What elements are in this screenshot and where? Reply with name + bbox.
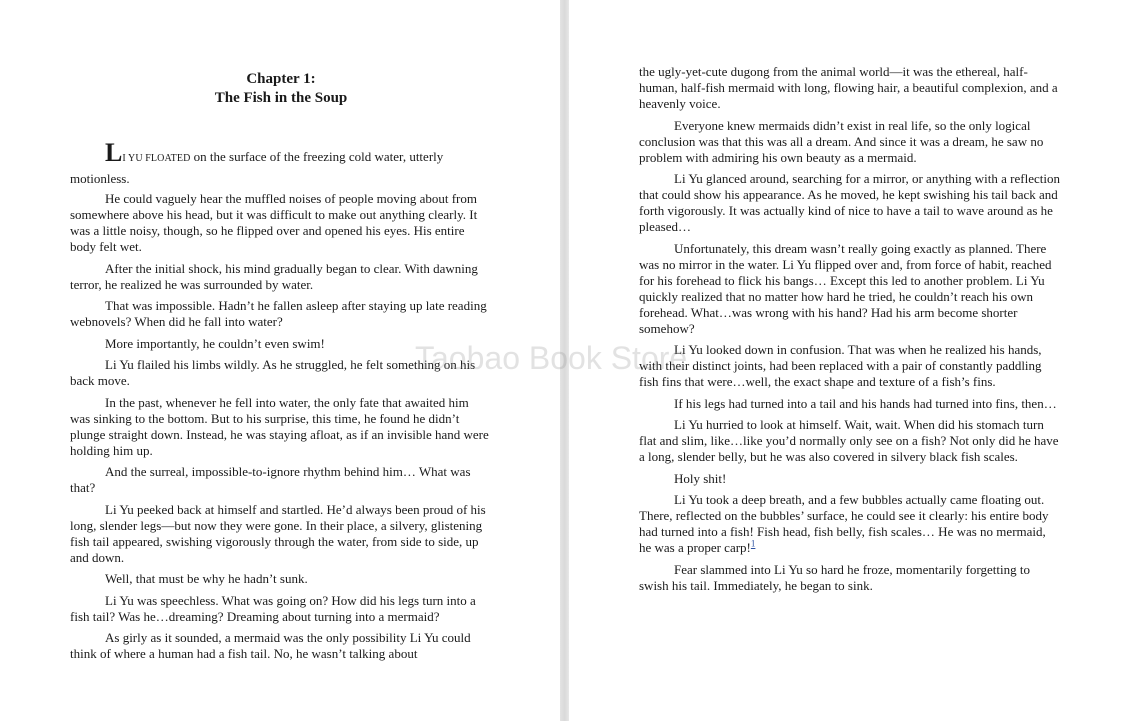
watermark: Taobao Book Store xyxy=(415,340,688,376)
paragraph: Li Yu was speechless. What was going on? How did his legs turn into a fish tail? Was he…dreaming? Dreaming about turning into a mermaid? xyxy=(70,592,476,624)
paragraph: That was impossible. Hadn’t he fallen asleep after staying up late reading webnovels? When did he fall into water? xyxy=(70,298,487,329)
chapter-number: Chapter 1: xyxy=(246,71,316,87)
paragraph: Li Yu glanced around, searching for a mirror, or anything with a reflection that could show his appearance. As he moved, he kept swishing his tail back and forth vigorously. It was actually kind of nice to have a tail to wave around as he pleased… xyxy=(639,171,1060,234)
left-text-column xyxy=(70,70,492,668)
paragraph: He could vaguely hear the muffled noises of people moving about from somewhere above his head, but it was difficult to make out anything clearly. It was a little noisy, though, so he flipped over and opened his eyes. His entire body felt wet. xyxy=(70,191,478,254)
drop-cap: L xyxy=(105,138,123,167)
paragraph: Unfortunately, this dream wasn’t really going exactly as planned. There was no mirror in the water. Li Yu flipped over and, from force of habit, reached for his forehead to flick his bangs… Except this led to another problem. Li Yu quickly realized that no matter how hard he tried, he couldn’t reach his own forehead. What…was wrong with his hand? Had his arm become shorter somehow? xyxy=(639,240,1052,336)
left-page xyxy=(0,0,560,721)
paragraph: Li Yu looked down in confusion. That was when he realized his hands, with their distinct joints, had been replaced with a pair of constantly paddling fish fins that were…well, the exact shape and texture of a fish’s fins. xyxy=(639,342,1042,389)
paragraph: If his legs had turned into a tail and his hands had turned into fins, then… xyxy=(674,395,1057,411)
chapter-heading xyxy=(70,70,492,108)
continuation-paragraph: the ugly-yet-cute dugong from the animal world—it was the ethereal, half-human, half-fish mermaid with long, flowing hair, a beautiful complexion, and a heavenly voice. xyxy=(639,64,1058,111)
footnoted-paragraph xyxy=(639,492,1061,556)
footnote-link[interactable]: 1 xyxy=(750,538,756,549)
paragraph: Li Yu peeked back at himself and startled. He’d always been proud of his long, slender legs—but now they were gone. In their place, a silvery, glistening fish tail appeared, swishing vigorously through the water, from side to side, up and down. xyxy=(70,501,486,565)
opening-small-caps: I YU FLOATED xyxy=(122,153,191,164)
paragraph: Li Yu flailed his limbs wildly. As he struggled, he felt something on his back move. xyxy=(70,357,476,388)
paragraph: Holy shit! xyxy=(674,470,727,486)
paragraph: And the surreal, impossible-to-ignore rhythm behind him… What was that? xyxy=(70,464,471,495)
chapter-title: The Fish in the Soup xyxy=(214,90,348,106)
paragraph: In the past, whenever he fell into water, the only fate that awaited him was sinking to the bottom. But to his surprise, this time, he found he didn’t plunge straight down. Instead, he was staying afloat, as if an invisible hand were holding him up. xyxy=(70,394,489,458)
paragraph: As girly as it sounded, a mermaid was the only possibility Li Yu could think of where a human had a fish tail. No, he wasn’t talking about xyxy=(70,630,471,661)
page-gutter xyxy=(560,0,569,721)
paragraph: After the initial shock, his mind gradually began to clear. With dawning terror, he realized he was surrounded by water. xyxy=(70,260,478,292)
right-page xyxy=(569,0,1129,721)
paragraph: Li Yu hurried to look at himself. Wait, wait. When did his stomach turn flat and slim, like…like you’d normally only see on a fish? Not only did he have a long, slender belly, but he was also covered in silvery black fish scales. xyxy=(639,417,1059,464)
paragraph: Well, that must be why he hadn’t sunk. xyxy=(105,571,308,586)
opening-paragraph xyxy=(70,138,492,189)
paragraph: Fear slammed into Li Yu so hard he froze, momentarily forgetting to swish his tail. Immediately, he began to sink. xyxy=(639,561,1030,593)
paragraph-text: Li Yu took a deep breath, and a few bubbles actually came floating out. There, reflected on the bubbles’ surface, he could see it clearly: his entire body had turned into a fish! Fish head, fish belly, fish scales… He was no mermaid, he was a proper carp! xyxy=(639,492,1049,555)
paragraph: More importantly, he couldn’t even swim! xyxy=(105,335,325,351)
right-text-column xyxy=(639,64,1061,599)
opening-text: on the surface of the freezing cold water, utterly motionless. xyxy=(70,149,444,186)
paragraph: Everyone knew mermaids didn’t exist in real life, so the only logical conclusion was that this was all a dream. And since it was a dream, he saw no problem with admiring his own beauty as a mermaid. xyxy=(639,117,1044,165)
